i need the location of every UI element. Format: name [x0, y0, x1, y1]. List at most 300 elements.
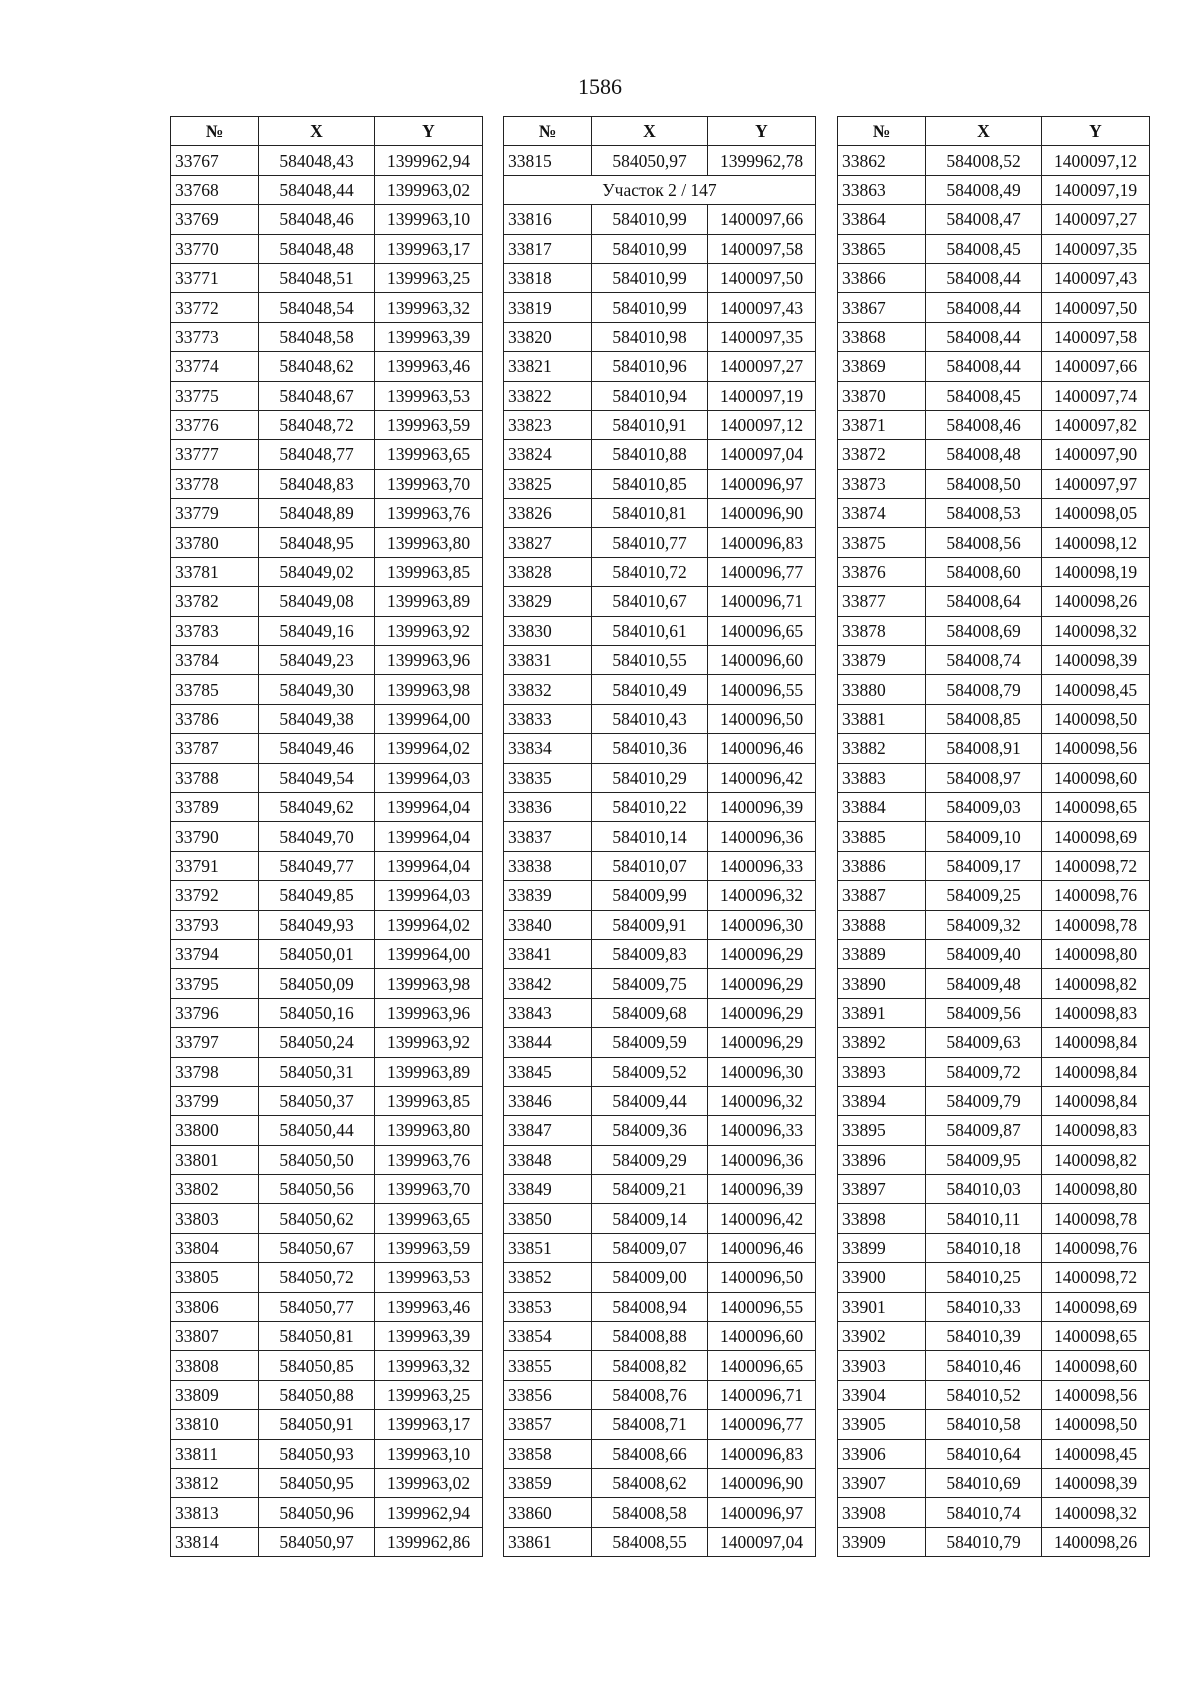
table-row: [504, 616, 816, 645]
y-coordinate-cell: 1400098,80: [1042, 1175, 1150, 1204]
x-coordinate-cell: 584010,14: [592, 822, 708, 851]
table-row: [838, 440, 1150, 469]
x-coordinate-cell: 584008,46: [926, 410, 1042, 439]
x-coordinate-cell: 584049,54: [259, 763, 375, 792]
point-number-cell: 33809: [171, 1380, 259, 1409]
point-number-cell: 33786: [171, 704, 259, 733]
point-number-cell: 33885: [838, 822, 926, 851]
point-number-cell: 33772: [171, 293, 259, 322]
point-number-cell: 33858: [504, 1439, 592, 1468]
y-coordinate-cell: 1400096,83: [708, 528, 816, 557]
x-coordinate-cell: 584008,45: [926, 234, 1042, 263]
y-coordinate-cell: 1400097,35: [1042, 234, 1150, 263]
point-number-cell: 33843: [504, 998, 592, 1027]
table-row: [504, 146, 816, 175]
table-row: [838, 293, 1150, 322]
table-row: [171, 646, 483, 675]
point-number-cell: 33850: [504, 1204, 592, 1233]
y-coordinate-cell: 1399963,39: [375, 1322, 483, 1351]
table-row: [504, 205, 816, 234]
table-row: [838, 675, 1150, 704]
y-coordinate-cell: 1400096,90: [708, 499, 816, 528]
point-number-cell: 33817: [504, 234, 592, 263]
point-number-cell: 33785: [171, 675, 259, 704]
x-coordinate-cell: 584050,09: [259, 969, 375, 998]
y-coordinate-cell: 1400096,90: [708, 1468, 816, 1497]
x-coordinate-cell: 584048,58: [259, 322, 375, 351]
point-number-cell: 33789: [171, 792, 259, 821]
y-coordinate-cell: 1400097,35: [708, 322, 816, 351]
y-coordinate-cell: 1400097,90: [1042, 440, 1150, 469]
x-coordinate-cell: 584008,44: [926, 352, 1042, 381]
point-number-cell: 33870: [838, 381, 926, 410]
table-row: [171, 851, 483, 880]
y-coordinate-cell: 1399963,25: [375, 263, 483, 292]
table-row: [171, 440, 483, 469]
x-coordinate-cell: 584009,56: [926, 998, 1042, 1027]
table-row: [171, 1086, 483, 1115]
y-coordinate-cell: 1400097,04: [708, 1527, 816, 1556]
point-number-cell: 33909: [838, 1527, 926, 1556]
y-coordinate-cell: 1399964,02: [375, 734, 483, 763]
table-row: [171, 1351, 483, 1380]
table-row: [504, 381, 816, 410]
table-row: [504, 704, 816, 733]
point-number-cell: 33898: [838, 1204, 926, 1233]
table-row: [171, 939, 483, 968]
y-coordinate-cell: 1399963,80: [375, 528, 483, 557]
x-coordinate-cell: 584050,56: [259, 1175, 375, 1204]
x-coordinate-cell: 584009,07: [592, 1233, 708, 1262]
point-number-cell: 33866: [838, 263, 926, 292]
table-row: [171, 881, 483, 910]
point-number-cell: 33824: [504, 440, 592, 469]
table-row: [504, 881, 816, 910]
point-number-cell: 33860: [504, 1498, 592, 1527]
point-number-cell: 33838: [504, 851, 592, 880]
table-row: [838, 1204, 1150, 1233]
table-row: [504, 1145, 816, 1174]
x-coordinate-cell: 584010,52: [926, 1380, 1042, 1409]
x-coordinate-cell: 584009,00: [592, 1263, 708, 1292]
y-coordinate-cell: 1399963,46: [375, 352, 483, 381]
point-number-cell: 33872: [838, 440, 926, 469]
point-number-cell: 33852: [504, 1263, 592, 1292]
y-coordinate-cell: 1400096,29: [708, 1028, 816, 1057]
header-number: №: [838, 117, 926, 146]
point-number-cell: 33877: [838, 587, 926, 616]
y-coordinate-cell: 1400097,82: [1042, 410, 1150, 439]
x-coordinate-cell: 584050,44: [259, 1116, 375, 1145]
y-coordinate-cell: 1400096,97: [708, 469, 816, 498]
y-coordinate-cell: 1400097,66: [1042, 352, 1150, 381]
point-number-cell: 33825: [504, 469, 592, 498]
table-row: [838, 704, 1150, 733]
point-number-cell: 33844: [504, 1028, 592, 1057]
x-coordinate-cell: 584010,67: [592, 587, 708, 616]
table-header-row: [171, 117, 483, 146]
x-coordinate-cell: 584050,88: [259, 1380, 375, 1409]
x-coordinate-cell: 584048,54: [259, 293, 375, 322]
point-number-cell: 33901: [838, 1292, 926, 1321]
y-coordinate-cell: 1400098,84: [1042, 1057, 1150, 1086]
x-coordinate-cell: 584010,98: [592, 322, 708, 351]
y-coordinate-cell: 1399962,94: [375, 1498, 483, 1527]
point-number-cell: 33893: [838, 1057, 926, 1086]
table-row: [171, 1380, 483, 1409]
x-coordinate-cell: 584009,25: [926, 881, 1042, 910]
x-coordinate-cell: 584050,97: [592, 146, 708, 175]
y-coordinate-cell: 1399964,00: [375, 939, 483, 968]
y-coordinate-cell: 1399963,96: [375, 998, 483, 1027]
table-row: [838, 205, 1150, 234]
table-row: [838, 1086, 1150, 1115]
table-row: [838, 146, 1150, 175]
x-coordinate-cell: 584048,67: [259, 381, 375, 410]
x-coordinate-cell: 584010,99: [592, 263, 708, 292]
table-row: [504, 675, 816, 704]
table-row: [838, 792, 1150, 821]
point-number-cell: 33887: [838, 881, 926, 910]
point-number-cell: 33895: [838, 1116, 926, 1145]
y-coordinate-cell: 1400097,58: [708, 234, 816, 263]
y-coordinate-cell: 1400098,80: [1042, 939, 1150, 968]
table-row: [838, 1439, 1150, 1468]
y-coordinate-cell: 1399963,25: [375, 1380, 483, 1409]
x-coordinate-cell: 584050,62: [259, 1204, 375, 1233]
x-coordinate-cell: 584049,08: [259, 587, 375, 616]
y-coordinate-cell: 1400096,32: [708, 881, 816, 910]
y-coordinate-cell: 1400098,56: [1042, 734, 1150, 763]
y-coordinate-cell: 1399963,85: [375, 557, 483, 586]
x-coordinate-cell: 584010,64: [926, 1439, 1042, 1468]
point-number-cell: 33819: [504, 293, 592, 322]
x-coordinate-cell: 584049,30: [259, 675, 375, 704]
y-coordinate-cell: 1400096,33: [708, 1116, 816, 1145]
table-row: [504, 1057, 816, 1086]
table-row: [171, 998, 483, 1027]
table-row: [171, 175, 483, 204]
point-number-cell: 33816: [504, 205, 592, 234]
point-number-cell: 33856: [504, 1380, 592, 1409]
x-coordinate-cell: 584008,48: [926, 440, 1042, 469]
table-row: [504, 1322, 816, 1351]
x-coordinate-cell: 584009,99: [592, 881, 708, 910]
x-coordinate-cell: 584008,79: [926, 675, 1042, 704]
table-row: [504, 1410, 816, 1439]
y-coordinate-cell: 1399963,80: [375, 1116, 483, 1145]
x-coordinate-cell: 584008,55: [592, 1527, 708, 1556]
point-number-cell: 33897: [838, 1175, 926, 1204]
x-coordinate-cell: 584049,46: [259, 734, 375, 763]
y-coordinate-cell: 1400096,46: [708, 1233, 816, 1262]
table-row: [504, 763, 816, 792]
point-number-cell: 33873: [838, 469, 926, 498]
table-row: [838, 881, 1150, 910]
table-row: [171, 1468, 483, 1497]
table-row: [504, 1028, 816, 1057]
table-row: [171, 969, 483, 998]
y-coordinate-cell: 1399963,32: [375, 293, 483, 322]
point-number-cell: 33892: [838, 1028, 926, 1057]
y-coordinate-cell: 1399963,39: [375, 322, 483, 351]
x-coordinate-cell: 584008,64: [926, 587, 1042, 616]
point-number-cell: 33882: [838, 734, 926, 763]
table-row: [504, 1175, 816, 1204]
y-coordinate-cell: 1400098,12: [1042, 528, 1150, 557]
point-number-cell: 33871: [838, 410, 926, 439]
table-row: [838, 1233, 1150, 1262]
y-coordinate-cell: 1400097,43: [708, 293, 816, 322]
y-coordinate-cell: 1400098,84: [1042, 1028, 1150, 1057]
point-number-cell: 33801: [171, 1145, 259, 1174]
header-y: Y: [1042, 117, 1150, 146]
table-row: [504, 557, 816, 586]
page-number: 1586: [578, 74, 622, 99]
y-coordinate-cell: 1399963,98: [375, 969, 483, 998]
point-number-cell: 33834: [504, 734, 592, 763]
point-number-cell: 33807: [171, 1322, 259, 1351]
x-coordinate-cell: 584008,53: [926, 499, 1042, 528]
point-number-cell: 33845: [504, 1057, 592, 1086]
point-number-cell: 33855: [504, 1351, 592, 1380]
point-number-cell: 33773: [171, 322, 259, 351]
point-number-cell: 33778: [171, 469, 259, 498]
header-x: X: [926, 117, 1042, 146]
y-coordinate-cell: 1400096,39: [708, 1175, 816, 1204]
y-coordinate-cell: 1399963,89: [375, 1057, 483, 1086]
x-coordinate-cell: 584010,74: [926, 1498, 1042, 1527]
header-number: №: [504, 117, 592, 146]
point-number-cell: 33771: [171, 263, 259, 292]
x-coordinate-cell: 584049,93: [259, 910, 375, 939]
x-coordinate-cell: 584008,56: [926, 528, 1042, 557]
x-coordinate-cell: 584048,51: [259, 263, 375, 292]
y-coordinate-cell: 1400096,36: [708, 822, 816, 851]
y-coordinate-cell: 1399963,17: [375, 1410, 483, 1439]
y-coordinate-cell: 1400096,46: [708, 734, 816, 763]
y-coordinate-cell: 1400097,50: [1042, 293, 1150, 322]
point-number-cell: 33879: [838, 646, 926, 675]
x-coordinate-cell: 584009,72: [926, 1057, 1042, 1086]
table-row: [838, 1410, 1150, 1439]
point-number-cell: 33861: [504, 1527, 592, 1556]
x-coordinate-cell: 584008,44: [926, 293, 1042, 322]
table-row: [504, 1263, 816, 1292]
y-coordinate-cell: 1400096,50: [708, 1263, 816, 1292]
x-coordinate-cell: 584008,74: [926, 646, 1042, 675]
y-coordinate-cell: 1400098,72: [1042, 1263, 1150, 1292]
x-coordinate-cell: 584009,79: [926, 1086, 1042, 1115]
y-coordinate-cell: 1399963,02: [375, 175, 483, 204]
table-row: [838, 1175, 1150, 1204]
point-number-cell: 33896: [838, 1145, 926, 1174]
point-number-cell: 33812: [171, 1468, 259, 1497]
point-number-cell: 33889: [838, 939, 926, 968]
point-number-cell: 33906: [838, 1439, 926, 1468]
x-coordinate-cell: 584009,03: [926, 792, 1042, 821]
x-coordinate-cell: 584050,93: [259, 1439, 375, 1468]
table-row: [504, 1292, 816, 1321]
y-coordinate-cell: 1399962,86: [375, 1527, 483, 1556]
point-number-cell: 33826: [504, 499, 592, 528]
x-coordinate-cell: 584009,32: [926, 910, 1042, 939]
x-coordinate-cell: 584049,02: [259, 557, 375, 586]
point-number-cell: 33787: [171, 734, 259, 763]
y-coordinate-cell: 1399963,76: [375, 499, 483, 528]
x-coordinate-cell: 584008,82: [592, 1351, 708, 1380]
x-coordinate-cell: 584050,16: [259, 998, 375, 1027]
table-row: [504, 851, 816, 880]
x-coordinate-cell: 584010,96: [592, 352, 708, 381]
section-row: [504, 175, 816, 204]
table-row: [838, 1322, 1150, 1351]
y-coordinate-cell: 1399963,92: [375, 616, 483, 645]
y-coordinate-cell: 1400098,76: [1042, 1233, 1150, 1262]
table-row: [838, 322, 1150, 351]
table-row: [838, 557, 1150, 586]
point-number-cell: 33865: [838, 234, 926, 263]
y-coordinate-cell: 1399963,59: [375, 410, 483, 439]
point-number-cell: 33842: [504, 969, 592, 998]
table-row: [171, 1527, 483, 1556]
point-number-cell: 33867: [838, 293, 926, 322]
point-number-cell: 33784: [171, 646, 259, 675]
x-coordinate-cell: 584050,96: [259, 1498, 375, 1527]
x-coordinate-cell: 584009,75: [592, 969, 708, 998]
table-row: [171, 734, 483, 763]
point-number-cell: 33818: [504, 263, 592, 292]
y-coordinate-cell: 1400097,12: [1042, 146, 1150, 175]
point-number-cell: 33782: [171, 587, 259, 616]
point-number-cell: 33799: [171, 1086, 259, 1115]
point-number-cell: 33849: [504, 1175, 592, 1204]
x-coordinate-cell: 584010,55: [592, 646, 708, 675]
y-coordinate-cell: 1400098,50: [1042, 704, 1150, 733]
x-coordinate-cell: 584009,83: [592, 939, 708, 968]
table-row: [504, 440, 816, 469]
table-row: [504, 528, 816, 557]
table-row: [171, 1175, 483, 1204]
y-coordinate-cell: 1400096,36: [708, 1145, 816, 1174]
y-coordinate-cell: 1400097,74: [1042, 381, 1150, 410]
point-number-cell: 33863: [838, 175, 926, 204]
x-coordinate-cell: 584010,49: [592, 675, 708, 704]
header-number: №: [171, 117, 259, 146]
x-coordinate-cell: 584009,21: [592, 1175, 708, 1204]
x-coordinate-cell: 584008,50: [926, 469, 1042, 498]
table-row: [838, 998, 1150, 1027]
x-coordinate-cell: 584008,66: [592, 1439, 708, 1468]
x-coordinate-cell: 584048,48: [259, 234, 375, 263]
x-coordinate-cell: 584008,69: [926, 616, 1042, 645]
point-number-cell: 33886: [838, 851, 926, 880]
point-number-cell: 33781: [171, 557, 259, 586]
point-number-cell: 33798: [171, 1057, 259, 1086]
point-number-cell: 33821: [504, 352, 592, 381]
point-number-cell: 33822: [504, 381, 592, 410]
point-number-cell: 33775: [171, 381, 259, 410]
y-coordinate-cell: 1399963,65: [375, 1204, 483, 1233]
y-coordinate-cell: 1400096,65: [708, 1351, 816, 1380]
table-row: [504, 352, 816, 381]
table-row: [504, 469, 816, 498]
y-coordinate-cell: 1400098,82: [1042, 1145, 1150, 1174]
x-coordinate-cell: 584010,61: [592, 616, 708, 645]
y-coordinate-cell: 1400097,58: [1042, 322, 1150, 351]
y-coordinate-cell: 1399964,04: [375, 822, 483, 851]
x-coordinate-cell: 584050,72: [259, 1263, 375, 1292]
x-coordinate-cell: 584010,36: [592, 734, 708, 763]
point-number-cell: 33869: [838, 352, 926, 381]
point-number-cell: 33823: [504, 410, 592, 439]
table-row: [504, 646, 816, 675]
y-coordinate-cell: 1400096,71: [708, 587, 816, 616]
y-coordinate-cell: 1400098,26: [1042, 1527, 1150, 1556]
point-number-cell: 33790: [171, 822, 259, 851]
point-number-cell: 33830: [504, 616, 592, 645]
point-number-cell: 33847: [504, 1116, 592, 1145]
point-number-cell: 33788: [171, 763, 259, 792]
table-row: [504, 969, 816, 998]
point-number-cell: 33859: [504, 1468, 592, 1497]
table-row: [504, 1468, 816, 1497]
y-coordinate-cell: 1399963,85: [375, 1086, 483, 1115]
x-coordinate-cell: 584008,85: [926, 704, 1042, 733]
x-coordinate-cell: 584010,94: [592, 381, 708, 410]
y-coordinate-cell: 1400098,65: [1042, 1322, 1150, 1351]
table-row: [171, 587, 483, 616]
table-row: [838, 1116, 1150, 1145]
point-number-cell: 33837: [504, 822, 592, 851]
x-coordinate-cell: 584050,77: [259, 1292, 375, 1321]
y-coordinate-cell: 1399963,92: [375, 1028, 483, 1057]
header-x: X: [592, 117, 708, 146]
x-coordinate-cell: 584050,85: [259, 1351, 375, 1380]
x-coordinate-cell: 584049,38: [259, 704, 375, 733]
point-number-cell: 33888: [838, 910, 926, 939]
x-coordinate-cell: 584049,77: [259, 851, 375, 880]
x-coordinate-cell: 584010,03: [926, 1175, 1042, 1204]
x-coordinate-cell: 584008,91: [926, 734, 1042, 763]
table-row: [504, 1527, 816, 1556]
y-coordinate-cell: 1400098,60: [1042, 1351, 1150, 1380]
x-coordinate-cell: 584009,17: [926, 851, 1042, 880]
table-row: [504, 263, 816, 292]
point-number-cell: 33820: [504, 322, 592, 351]
x-coordinate-cell: 584048,62: [259, 352, 375, 381]
point-number-cell: 33796: [171, 998, 259, 1027]
table-row: [171, 1498, 483, 1527]
x-coordinate-cell: 584048,89: [259, 499, 375, 528]
point-number-cell: 33777: [171, 440, 259, 469]
y-coordinate-cell: 1400098,76: [1042, 881, 1150, 910]
table-row: [504, 734, 816, 763]
x-coordinate-cell: 584009,29: [592, 1145, 708, 1174]
x-coordinate-cell: 584010,25: [926, 1263, 1042, 1292]
table-row: [838, 616, 1150, 645]
point-number-cell: 33876: [838, 557, 926, 586]
point-number-cell: 33783: [171, 616, 259, 645]
point-number-cell: 33827: [504, 528, 592, 557]
y-coordinate-cell: 1400096,71: [708, 1380, 816, 1409]
table-row: [171, 1263, 483, 1292]
y-coordinate-cell: 1400096,55: [708, 1292, 816, 1321]
point-number-cell: 33907: [838, 1468, 926, 1497]
x-coordinate-cell: 584008,45: [926, 381, 1042, 410]
table-row: [171, 234, 483, 263]
x-coordinate-cell: 584010,77: [592, 528, 708, 557]
